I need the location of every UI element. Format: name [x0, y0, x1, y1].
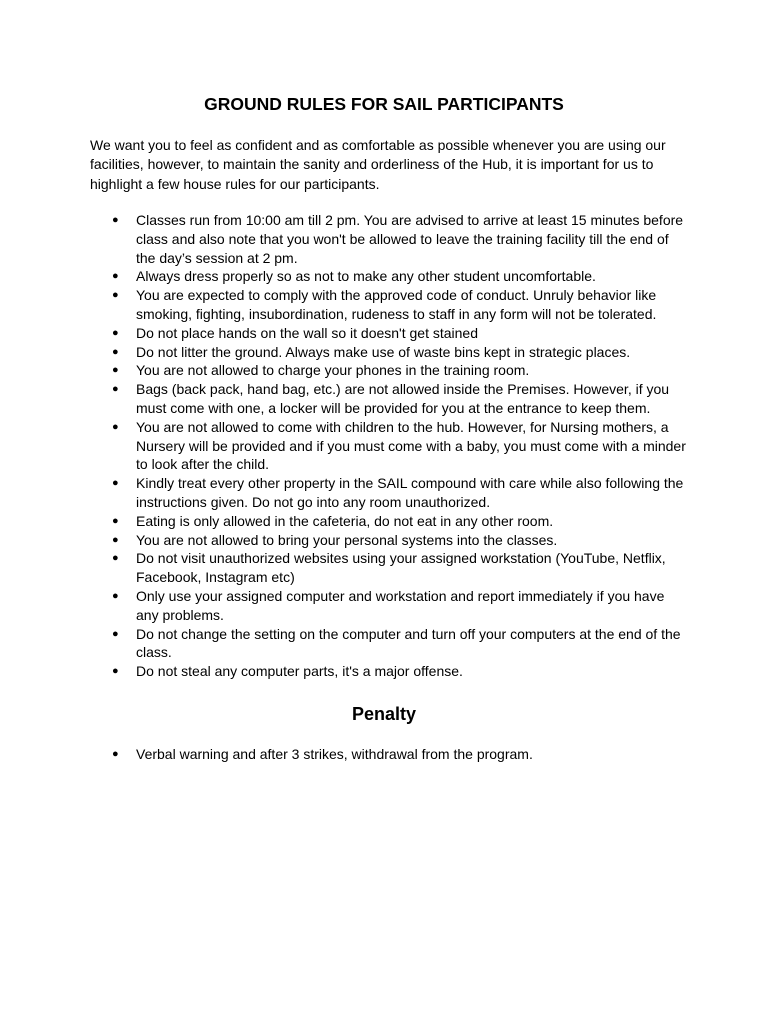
- bullet-icon: ●: [112, 214, 119, 226]
- rule-item: [90, 343, 690, 362]
- rule-text: Eating is only allowed in the cafeteria, do not eat in any other room.: [136, 512, 554, 529]
- rule-text: You are not allowed to come with children to the hub. However, for Nursing mothers, a Nursery will be provided and if you must come with a baby, you must come with a minder to look after the child.: [136, 418, 686, 473]
- rule-item: [90, 587, 690, 625]
- rule-item: [90, 380, 690, 418]
- bullet-icon: ●: [112, 533, 119, 546]
- rule-item: [90, 512, 690, 531]
- rules-list: [90, 211, 690, 681]
- rule-text: You are expected to comply with the approved code of conduct. Unruly behavior like smoking, fighting, insubordination, rudeness to staff in any form will not be tolerated.: [136, 287, 657, 322]
- penalty-heading: Penalty: [351, 704, 417, 724]
- bullet-icon: ●: [112, 665, 119, 678]
- rule-item: [90, 531, 690, 550]
- bullet-icon: ●: [112, 345, 119, 358]
- bullet-icon: ●: [112, 289, 119, 302]
- rule-item: [90, 662, 690, 681]
- rule-text: Kindly treat every other property in the SAIL compound with care while also following the instructions given. Do not go into any room unauthorized.: [136, 475, 684, 510]
- rule-item: [90, 625, 690, 663]
- rule-text: Classes run from 10:00 am till 2 pm. You are advised to arrive at least 15 minutes before class and also note that you won't be allowed to leave the training facility till the end of the day’s session at 2 pm.: [136, 212, 684, 266]
- penalty-list: [90, 745, 690, 764]
- bullet-icon: ●: [112, 477, 119, 490]
- bullet-icon: ●: [112, 627, 119, 640]
- rule-text: Do not litter the ground. Always make use of waste bins kept in strategic places.: [136, 343, 631, 360]
- bullet-icon: ●: [112, 326, 119, 339]
- rule-text: Always dress properly so as not to make any other student uncomfortable.: [136, 268, 596, 285]
- rule-text: You are not allowed to bring your personal systems into the classes.: [136, 531, 558, 548]
- rule-text: You are not allowed to charge your phones in the training room.: [136, 362, 530, 379]
- rule-text: Do not visit unauthorized websites using your assigned workstation (YouTube, Netflix, Facebook, Instagram etc): [136, 550, 666, 586]
- rule-item: [90, 361, 690, 380]
- rule-item: [90, 418, 690, 474]
- rule-text: Do not place hands on the wall so it doesn't get stained: [136, 324, 479, 341]
- bullet-icon: ●: [112, 420, 119, 433]
- rule-item: [90, 267, 690, 286]
- bullet-icon: ●: [112, 270, 119, 283]
- bullet-icon: ●: [112, 383, 119, 396]
- penalty-item: [90, 745, 690, 764]
- rule-text: Only use your assigned computer and workstation and report immediately if you have any problems.: [136, 587, 665, 623]
- bullet-icon: ●: [112, 589, 119, 602]
- bullet-icon: ●: [112, 552, 119, 565]
- penalty-text: Verbal warning and after 3 strikes, withdrawal from the program.: [136, 746, 533, 762]
- rule-item: [90, 549, 690, 587]
- rule-item: [90, 286, 690, 324]
- rule-text: Bags (back pack, hand bag, etc.) are not allowed inside the Premises. However, if you must come with one, a locker will be provided for you at the entrance to keep them.: [136, 381, 670, 416]
- rule-item: [90, 211, 690, 267]
- bullet-icon: ●: [112, 364, 119, 377]
- rule-text: Do not change the setting on the computer and turn off your computers at the end of the class.: [136, 625, 681, 661]
- rule-item: [90, 474, 690, 512]
- bullet-icon: ●: [112, 748, 119, 760]
- document-title: GROUND RULES FOR SAIL PARTICIPANTS: [204, 94, 564, 114]
- bullet-icon: ●: [112, 514, 119, 527]
- rule-item: [90, 324, 690, 343]
- rule-text: Do not steal any computer parts, it's a major offense.: [136, 663, 463, 680]
- intro-paragraph: We want you to feel as confident and as comfortable as possible whenever you are using our facilities, however, to maintain the sanity and orderliness of the Hub, it is important for us to highlight a few house rules for our participants.: [90, 137, 666, 192]
